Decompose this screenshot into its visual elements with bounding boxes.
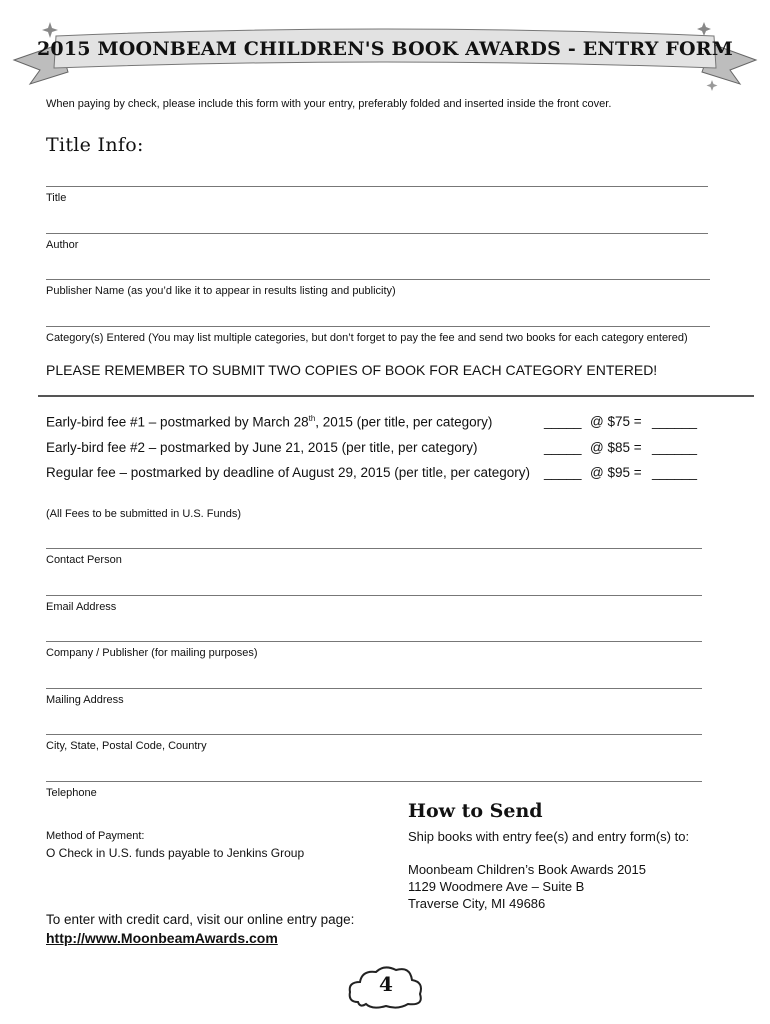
section-divider: [38, 395, 754, 397]
publisher-label: Publisher Name (as you’d like it to appear in results listing and publicity): [46, 285, 396, 297]
fee-2-total[interactable]: ______: [652, 440, 698, 455]
fee-1-quantity[interactable]: _____: [544, 414, 582, 429]
contact-person-label: Contact Person: [46, 554, 122, 566]
city-line[interactable]: [46, 734, 702, 735]
fee-1-total[interactable]: ______: [652, 414, 698, 429]
fee-row-1: Early-bird fee #1 – postmarked by March 28th, 2015 (per title, per category): [46, 414, 493, 430]
title-label: Title: [46, 192, 67, 204]
address-line-1: Moonbeam Children’s Book Awards 2015: [408, 862, 646, 877]
fee-1-price: @ $75 =: [590, 414, 642, 429]
email-label: Email Address: [46, 601, 117, 613]
company-label: Company / Publisher (for mailing purposes): [46, 647, 258, 659]
entry-page-link[interactable]: http://www.MoonbeamAwards.com: [46, 930, 278, 946]
funds-note: (All Fees to be submitted in U.S. Funds): [46, 508, 242, 520]
reminder-text: PLEASE REMEMBER TO SUBMIT TWO COPIES OF BOOK FOR EACH CATEGORY ENTERED!: [46, 362, 658, 378]
fee-row-3: Regular fee – postmarked by deadline of August 29, 2015 (per title, per category): [46, 465, 531, 480]
publisher-line[interactable]: [46, 279, 710, 280]
fee-3-quantity[interactable]: _____: [544, 465, 582, 480]
mailing-address-line[interactable]: [46, 688, 702, 689]
ship-instruction: Ship books with entry fee(s) and entry form(s) to:: [408, 829, 690, 844]
contact-person-line[interactable]: [46, 548, 702, 549]
how-to-send-heading: How to Send: [408, 800, 543, 822]
payment-method-label: Method of Payment:: [46, 830, 145, 842]
credit-card-text: To enter with credit card, visit our online entry page:: [46, 912, 355, 927]
form-title: 2015 MOONBEAM CHILDREN'S BOOK AWARDS - ENTRY FORM: [37, 38, 733, 60]
category-label: Category(s) Entered (You may list multiple categories, but don’t forget to pay the fee and send two books for each category entered): [46, 332, 688, 344]
author-label: Author: [46, 239, 79, 251]
author-line[interactable]: [46, 233, 708, 234]
title-info-heading: Title Info:: [46, 134, 144, 156]
page-number: 4: [379, 972, 393, 996]
fee-3-price: @ $95 =: [590, 465, 642, 480]
telephone-label: Telephone: [46, 787, 97, 799]
address-line-2: 1129 Woodmere Ave – Suite B: [408, 879, 585, 894]
company-line[interactable]: [46, 641, 702, 642]
title-line[interactable]: [46, 186, 708, 187]
mailing-address-label: Mailing Address: [46, 694, 124, 706]
fee-2-quantity[interactable]: _____: [544, 440, 582, 455]
city-label: City, State, Postal Code, Country: [46, 740, 207, 752]
check-option[interactable]: O Check in U.S. funds payable to Jenkins Group: [46, 846, 305, 860]
telephone-line[interactable]: [46, 781, 702, 782]
fee-3-total[interactable]: ______: [652, 465, 698, 480]
fee-row-2: Early-bird fee #2 – postmarked by June 21, 2015 (per title, per category): [46, 440, 478, 455]
category-line[interactable]: [46, 326, 710, 327]
email-line[interactable]: [46, 595, 702, 596]
intro-text: When paying by check, please include this form with your entry, preferably folded and inserted inside the front cover.: [46, 98, 612, 110]
address-line-3: Traverse City, MI 49686: [408, 896, 546, 911]
fee-2-price: @ $85 =: [590, 440, 642, 455]
